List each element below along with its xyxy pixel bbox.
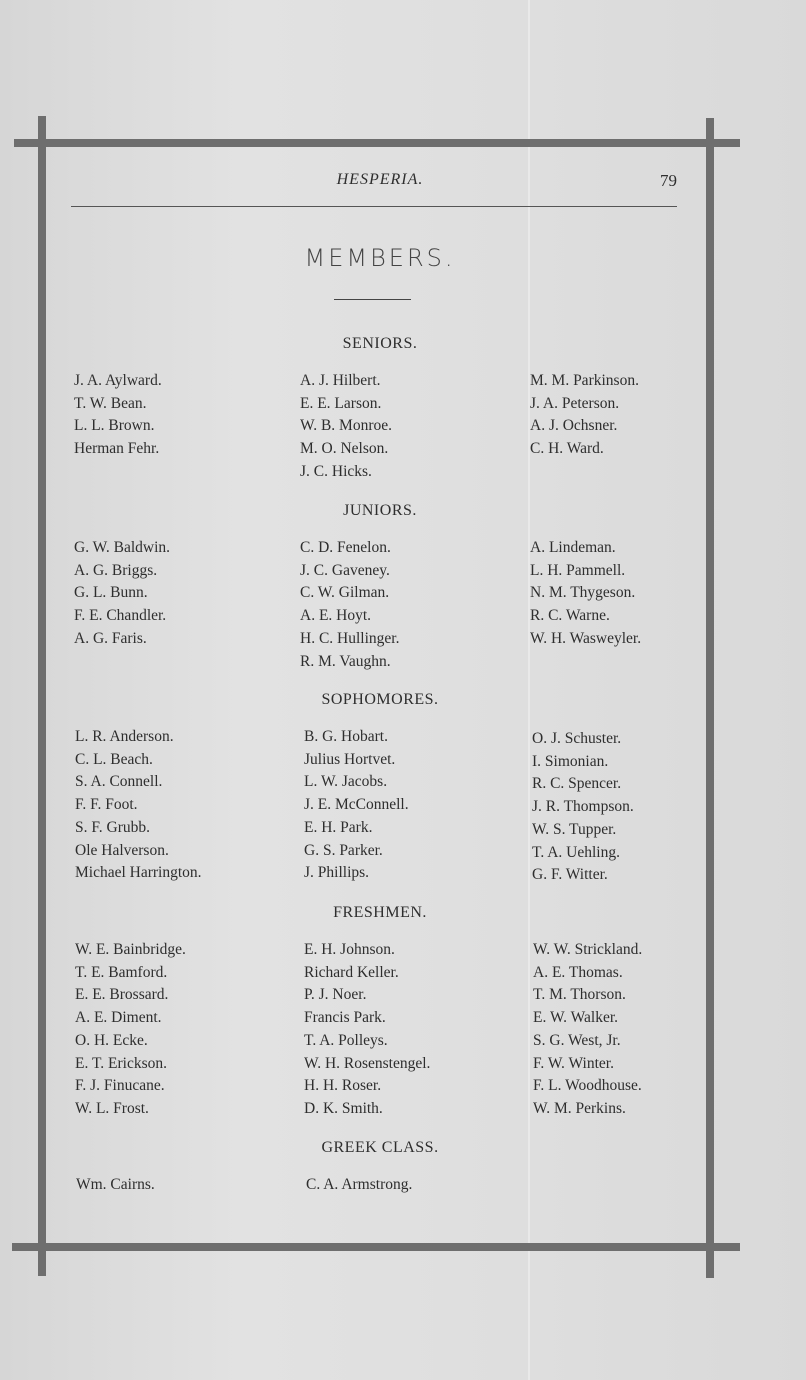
member-name: T. A. Polleys. [304, 1031, 388, 1049]
member-name: F. L. Woodhouse. [533, 1077, 642, 1095]
member-name: L. R. Anderson. [75, 728, 174, 745]
page-fold [528, 0, 530, 1380]
bottom-border-rule [12, 1243, 740, 1251]
page-title: MEMBERS. [304, 244, 456, 272]
member-name: A. G. Faris. [74, 629, 147, 647]
seniors-column-3 [530, 370, 639, 461]
section-heading-greek-class: GREEK CLASS. [321, 1139, 439, 1156]
title-underline [334, 299, 411, 300]
member-name: W. B. Monroe. [300, 417, 392, 435]
juniors-column-3 [530, 537, 641, 651]
member-name: C. W. Gilman. [300, 584, 390, 602]
member-name: E. T. Erickson. [75, 1054, 167, 1072]
member-name: O. J. Schuster. [532, 730, 622, 747]
member-name: C. A. Armstrong. [306, 1176, 413, 1193]
member-name: F. E. Chandler. [74, 607, 167, 625]
section-heading-freshmen: FRESHMEN. [333, 904, 427, 921]
juniors-column-2 [300, 537, 399, 673]
member-name: G. F. Witter. [532, 866, 608, 884]
member-name: A. J. Hilbert. [300, 372, 381, 389]
member-name: H. C. Hullinger. [300, 629, 400, 647]
member-name: A. J. Ochsner. [530, 417, 618, 435]
member-name: A. E. Hoyt. [300, 607, 372, 625]
member-name: Ole Halverson. [75, 841, 169, 859]
member-name: R. C. Spencer. [532, 775, 622, 793]
header-divider [71, 206, 677, 207]
member-name: Richard Keller. [304, 963, 399, 981]
member-name: S. A. Connell. [75, 773, 163, 791]
member-name: D. K. Smith. [304, 1099, 383, 1117]
running-head: HESPERIA. [336, 171, 424, 188]
member-name: A. Lindeman. [530, 539, 616, 556]
juniors-column-1 [74, 537, 170, 651]
member-name: W. M. Perkins. [533, 1099, 626, 1117]
member-name: H. H. Roser. [304, 1077, 382, 1095]
member-name: W. H. Rosenstengel. [304, 1054, 431, 1072]
page-number: 79 [660, 171, 677, 190]
member-name: J. E. McConnell. [304, 796, 409, 814]
member-name: E. W. Walker. [533, 1009, 619, 1027]
member-name: C. D. Fenelon. [300, 539, 391, 556]
sophomores-column-2 [304, 726, 409, 885]
member-name: S. G. West, Jr. [533, 1031, 621, 1049]
freshmen-column-3 [533, 939, 642, 1121]
greek-class-column-2 [306, 1174, 412, 1197]
member-name: L. L. Brown. [74, 417, 155, 435]
member-name: W. W. Strickland. [533, 941, 643, 958]
section-heading-sophomores: SOPHOMORES. [321, 691, 439, 708]
member-name: J. R. Thompson. [532, 798, 634, 816]
member-name: B. G. Hobart. [304, 728, 388, 745]
sophomores-column-1 [75, 726, 202, 885]
member-name: M. M. Parkinson. [530, 372, 639, 389]
member-name: M. O. Nelson. [300, 440, 389, 458]
member-name: R. M. Vaughn. [300, 652, 391, 670]
member-name: C. L. Beach. [75, 750, 153, 768]
member-name: C. H. Ward. [530, 440, 604, 458]
member-name: S. F. Grubb. [75, 818, 150, 836]
member-name: O. H. Ecke. [75, 1031, 148, 1049]
section-heading-seniors: SENIORS. [342, 335, 418, 352]
member-name: W. E. Bainbridge. [75, 941, 186, 958]
freshmen-column-1 [75, 939, 186, 1121]
member-name: F. W. Winter. [533, 1054, 614, 1072]
member-name: L. H. Pammell. [530, 561, 626, 579]
member-name: J. C. Hicks. [300, 462, 372, 480]
top-border-rule [14, 139, 740, 147]
member-name: F. F. Foot. [75, 796, 138, 814]
sophomores-column-3 [532, 728, 634, 887]
member-name: N. M. Thygeson. [530, 584, 636, 602]
member-name: J. A. Peterson. [530, 394, 620, 412]
member-name: G. W. Baldwin. [74, 539, 171, 556]
member-name: J. C. Gaveney. [300, 561, 390, 579]
member-name: Julius Hortvet. [304, 750, 396, 768]
member-name: P. J. Noer. [304, 986, 367, 1004]
member-name: Wm. Cairns. [76, 1176, 155, 1193]
member-name: W. H. Wasweyler. [530, 629, 642, 647]
member-name: Michael Harrington. [75, 864, 202, 882]
greek-class-column-1 [76, 1174, 155, 1197]
member-name: W. L. Frost. [75, 1099, 149, 1117]
member-name: J. A. Aylward. [74, 372, 162, 389]
member-name: L. W. Jacobs. [304, 773, 388, 791]
member-name: W. S. Tupper. [532, 820, 617, 838]
member-name: E. H. Park. [304, 818, 373, 836]
member-name: Herman Fehr. [74, 440, 160, 458]
member-name: G. L. Bunn. [74, 584, 148, 602]
member-name: A. E. Thomas. [533, 963, 623, 981]
member-name: Francis Park. [304, 1009, 386, 1027]
member-name: I. Simonian. [532, 752, 609, 770]
member-name: R. C. Warne. [530, 607, 610, 625]
seniors-column-2 [300, 370, 392, 484]
member-name: E. E. Brossard. [75, 986, 169, 1004]
member-name: E. E. Larson. [300, 394, 382, 412]
member-name: J. Phillips. [304, 864, 370, 882]
member-name: G. S. Parker. [304, 841, 383, 859]
member-name: T. M. Thorson. [533, 986, 626, 1004]
section-heading-juniors: JUNIORS. [343, 502, 417, 519]
member-name: A. G. Briggs. [74, 561, 158, 579]
seniors-column-1 [74, 370, 162, 461]
member-name: T. W. Bean. [74, 394, 147, 412]
freshmen-column-2 [304, 939, 430, 1121]
member-name: E. H. Johnson. [304, 941, 395, 958]
member-name: T. A. Uehling. [532, 843, 620, 861]
member-name: T. E. Bamford. [75, 963, 168, 981]
member-name: A. E. Diment. [75, 1009, 162, 1027]
member-name: F. J. Finucane. [75, 1077, 165, 1095]
